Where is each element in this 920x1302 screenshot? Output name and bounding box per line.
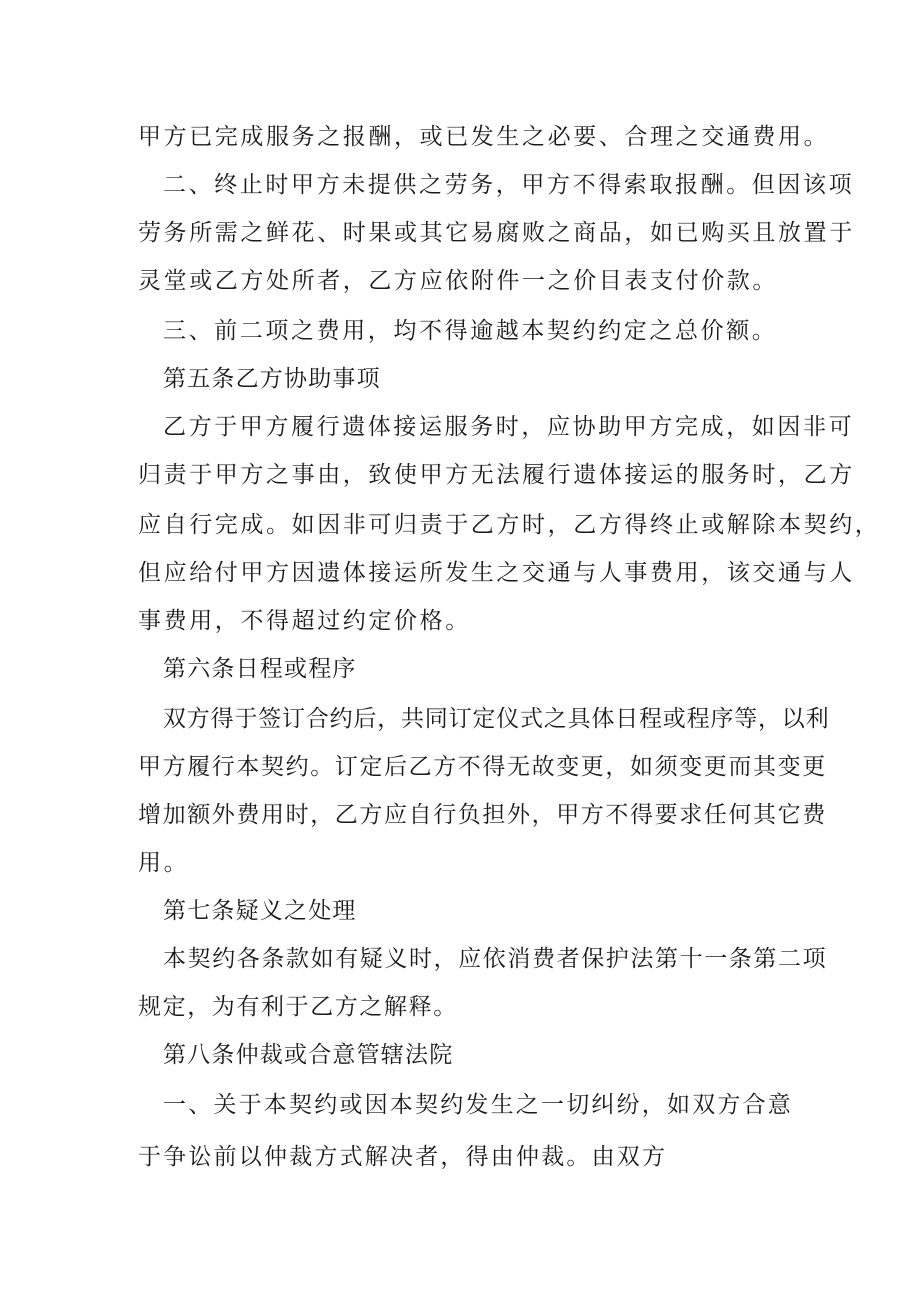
article-heading: 第六条日程或程序 [163,656,357,682]
article-heading: 第八条仲裁或合意管辖法院 [163,1042,454,1068]
paragraph-line: 劳务所需之鲜花、时果或其它易腐败之商品，如已购买且放置于 [138,220,855,246]
paragraph-line: 双方得于签订合约后，共同订定仪式之具体日程或程序等，以利 [163,706,830,732]
paragraph-line: 灵堂或乙方处所者，乙方应依附件一之价目表支付价款。 [138,268,778,294]
paragraph-line: 三、前二项之费用，均不得逾越本契约约定之总价额。 [163,318,778,344]
paragraph-line: 乙方于甲方履行遗体接运服务时，应协助甲方完成，如因非可 [163,414,855,440]
paragraph-line: 应自行完成。如因非可归责于乙方时，乙方得终止或解除本契约， [138,512,881,538]
article-heading: 第五条乙方协助事项 [163,366,381,392]
paragraph-line: 于争讼前以仲裁方式解决者，得由仲裁。由双方 [138,1144,668,1170]
paragraph-line: 本契约各条款如有疑义时，应依消费者保护法第十一条第二项 [163,946,828,972]
paragraph-line: 用。 [138,850,190,876]
paragraph-line: 甲方已完成服务之报酬，或已发生之必要、合理之交通费用。 [138,124,830,150]
paragraph-line: 归责于甲方之事由，致使甲方无法履行遗体接运的服务时，乙方 [138,462,855,488]
paragraph-line: 增加额外费用时，乙方应自行负担外，甲方不得要求任何其它费 [138,802,827,828]
paragraph-line: 规定，为有利于乙方之解释。 [138,994,458,1020]
paragraph-line: 一、关于本契约或因本契约发生之一切纠纷，如双方合意 [163,1092,793,1118]
article-heading: 第七条疑义之处理 [163,898,357,924]
paragraph-line: 事费用，不得超过约定价格。 [138,608,471,634]
paragraph-line: 二、终止时甲方未提供之劳务，甲方不得索取报酬。但因该项 [163,172,855,198]
paragraph-line: 但应给付甲方因遗体接运所发生之交通与人事费用，该交通与人 [138,560,855,586]
paragraph-line: 甲方履行本契约。订定后乙方不得无故变更，如须变更而其变更 [138,754,827,780]
